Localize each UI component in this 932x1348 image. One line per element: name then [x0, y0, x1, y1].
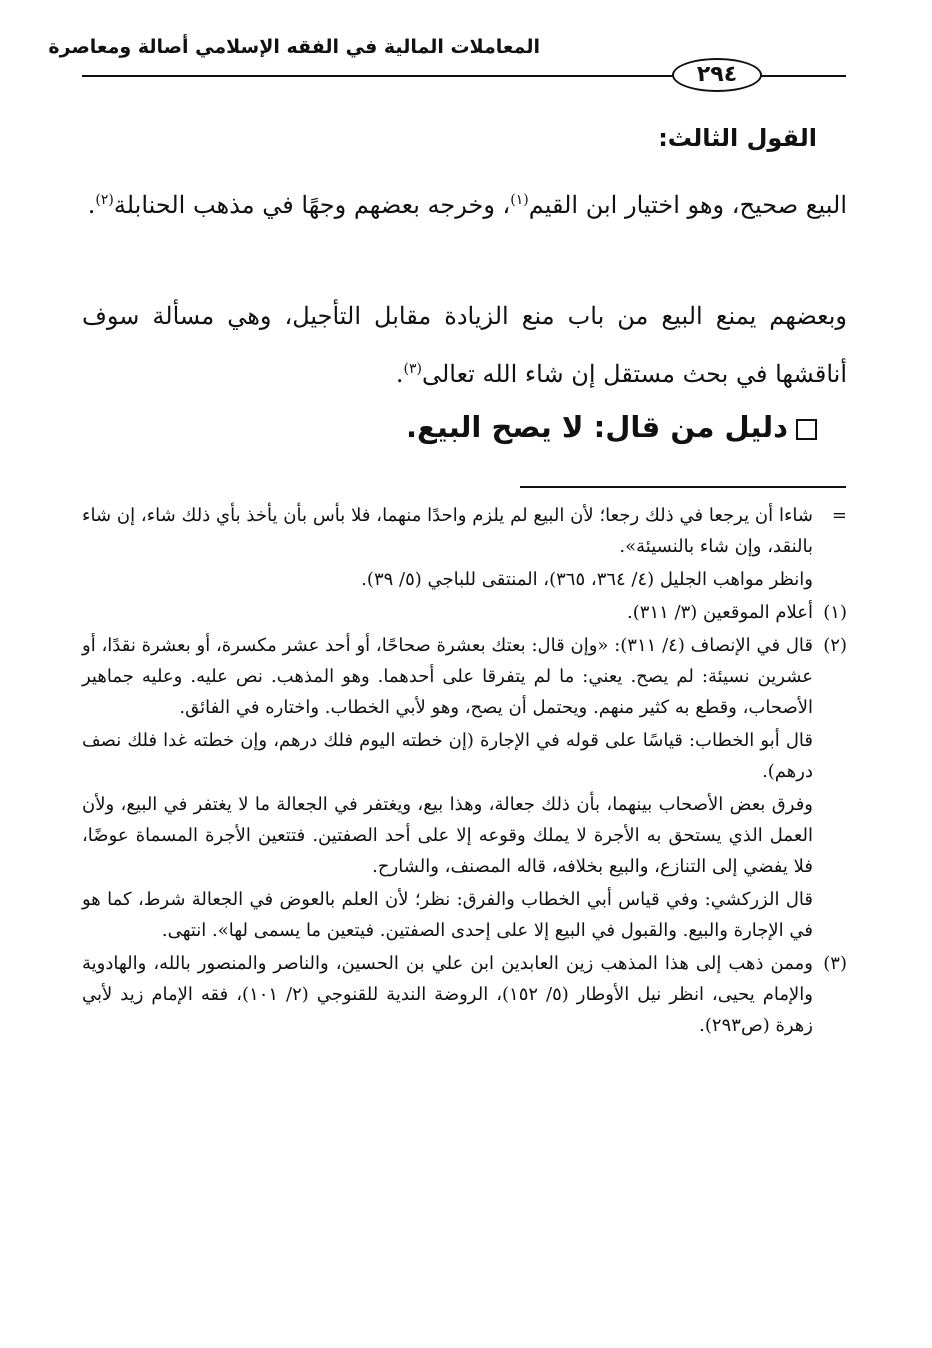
footnotes-block: [82, 500, 847, 1043]
footnote-1-text: أعلام الموقعين (٣/ ٣١١).: [627, 602, 813, 623]
footnote-2-paragraph-3: وفرق بعض الأصحاب بينهما، بأن ذلك جعالة، وهذا بيع، ويغتفر في الجعالة ما لا يغتفر في البيع، ولأن العمل الذي يستحق به الأجرة لا يملك وقوعه إلا على أحد الصفتين. فتتعين الأجرة المسماة عوضًا، فلا يفضي إلى التنازع، والبيع بخلافه، قاله المصنف، والشارح.: [82, 794, 813, 877]
footnote-1: [82, 597, 847, 628]
section-heading-text: دليل من قال: لا يصح البيع.: [406, 410, 788, 444]
footnote-2-paragraph-4: قال الزركشي: وفي قياس أبي الخطاب والفرق: نظر؛ لأن العلم بالعوض في الجعالة شرط، كما هو في الإجارة والبيع. والقبول في البيع إلا على إحدى الصفتين. فيتعين ما يسمى لها». انتهى.: [82, 889, 813, 941]
continuation-reference: وانظر مواهب الجليل (٤/ ٣٦٤، ٣٦٥)، المنتقى للباجي (٥/ ٣٩).: [361, 569, 813, 590]
footnote-1-mark: (١): [823, 602, 847, 623]
footnote-3-text: وممن ذهب إلى هذا المذهب زين العابدين ابن علي بن الحسين، والناصر والمنصور بالله، والهادوية والإمام يحيى، انظر نيل الأوطار (٥/ ١٥٢)، الروضة الندية للقنوجي (٢/ ١٠١)، فقه الإمام زيد لأبي زهرة (ص٢٩٣).: [82, 953, 813, 1036]
paragraph-1-part-b: ، وخرجه بعضهم وجهًا في مذهب الحنابلة: [113, 191, 511, 219]
page-number-badge: ٢٩٤: [672, 58, 762, 92]
footnote-2-text: قال في الإنصاف (٤/ ٣١١): «وإن قال: بعتك بعشرة صحاحًا، أو أحد عشر مكسرة، أو بعشرة نقدًا، أو عشرين نسيئة: لم يصح. يعني: ما لم يتفرقا على أحدهما. وهو المذهب. نص عليه. وعليه جماهير الأصحاب، وقطع به كثير منهم. ويحتمل أن يصح، وهو لأبي الخطاب. واختاره في الفائق.: [82, 635, 813, 718]
paragraph-1-part-c: .: [87, 191, 96, 219]
checkbox-icon: [796, 419, 817, 440]
paragraph-2-part-a: وبعضهم يمنع البيع من باب منع الزيادة مقابل التأجيل، وهي مسألة سوف أناقشها في بحث مستقل إن شاء الله تعالى: [82, 302, 847, 388]
footnote-2-mark: (٢): [823, 635, 847, 656]
footnote-separator: [520, 486, 846, 488]
continuation-text: شاءا أن يرجعا في ذلك رجعا؛ لأن البيع لم يلزم واحدًا منهما، فلا بأس بأن يأخذ بأي ذلك شاء، إن شاء بالنقد، وإن شاء بالنسيئة».: [82, 505, 813, 557]
footnote-2-paragraph-2: قال أبو الخطاب: قياسًا على قوله في الإجارة (إن خطته اليوم فلك درهم، وإن خطته غدا فلك نصف درهم).: [82, 730, 813, 782]
footnote-ref-2[interactable]: (٢): [95, 192, 114, 208]
footnote-3-mark: (٣): [823, 953, 847, 974]
footnote-continuation: [82, 500, 847, 562]
paragraph-2: [82, 290, 847, 401]
footnote-3: [82, 948, 847, 1041]
paragraph-2-part-b: .: [395, 360, 404, 388]
paragraph-1-part-a: البيع صحيح، وهو اختيار ابن القيم: [528, 191, 847, 219]
continuation-mark: =: [831, 505, 847, 526]
footnote-2: [82, 630, 847, 723]
footnote-ref-3[interactable]: (٣): [403, 361, 422, 377]
running-header-title: المعاملات المالية في الفقه الإسلامي أصالة ومعاصرة: [48, 36, 540, 58]
subheading-third-opinion: القول الثالث:: [658, 124, 817, 152]
paragraph-1: [82, 174, 847, 232]
footnote-ref-1[interactable]: (١): [510, 192, 529, 208]
section-heading: [217, 410, 817, 444]
